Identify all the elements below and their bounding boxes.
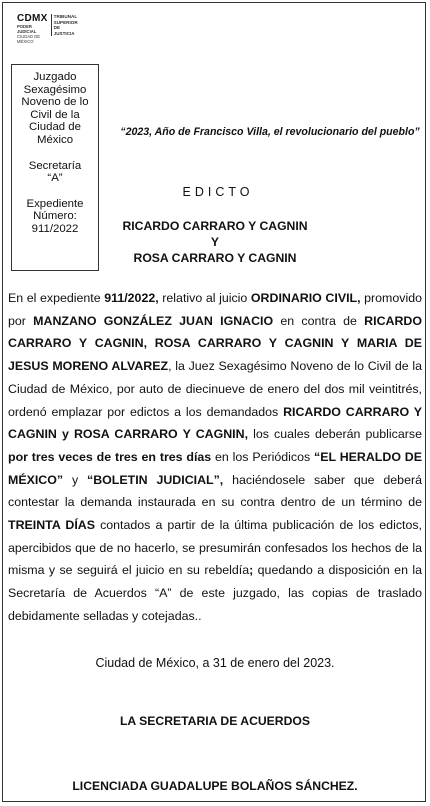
secretaria-line: Secretaría [28,159,82,172]
secretaria-line: “A” [47,172,63,185]
addressee-block [102,218,328,266]
addressee-line-2: Y [210,235,220,249]
expediente-line: 911/2022 [31,222,79,235]
court-line: Sexagésimo [23,83,87,96]
court-line: México [36,133,74,146]
signature-name: LICENCIADA GUADALUPE BOLAÑOS SÁNCHEZ. [72,779,358,793]
newspaper-2: “BOLETIN JUDICIAL”, [87,472,224,487]
logo-tribunal-3: JUSTICIA [53,30,75,36]
year-motto: “2023, Año de Francisco Villa, el revolucionario del pueblo” [120,126,420,138]
cdmx-logo [14,13,78,50]
logo-sub1: PODER JUDICIAL [17,24,37,34]
court-line: Noveno de lo [21,96,89,109]
court-line: Civil de la [30,108,80,121]
publication-frequency: por tres veces de tres en tres días [8,449,212,464]
term-period: TREINTA DÍAS [8,518,95,533]
logo-tribunal [51,14,78,36]
edict-body [8,287,422,628]
court-line: Ciudad de [29,121,81,134]
body-text: en los Periódicos [211,449,315,464]
expediente-line: Expediente [26,197,84,210]
body-text: los cuales deberán publicarse [248,427,422,442]
newspaper-1: “EL HERALDO DE MÉXICO” [8,449,423,487]
body-text: En el expediente [8,291,105,305]
date-line: Ciudad de México, a 31 de enero del 2023. [95,656,335,670]
juicio-type: ORDINARIO CIVIL, [250,291,361,305]
court-info-box [11,64,99,271]
actor-name: MANZANO GONZÁLEZ JUAN IGNACIO [33,313,274,328]
logo-tribunal-1: TRIBUNAL [53,14,78,19]
signature-title: LA SECRETARIA DE ACUERDOS [119,714,311,728]
logo-sub2: CIUDAD DE MÉXICO [17,34,41,44]
body-text: promovido por [8,291,423,328]
body-text: y [63,472,88,487]
body-text: quedando a disposición en la Secretaría de Acuerdos “A” de este juzgado, las copias de traslado debidamente selladas y cotejadas.. [8,563,423,623]
expediente-number: 911/2022, [104,291,159,305]
body-text: en contra de [273,313,365,328]
logo-brand: CDMX [17,13,48,24]
body-text: , la Juez Sexagésimo Noveno de lo Civil de la Ciudad de México, por auto de diecinueve de enero del dos mil veintitrés, ordenó emplazar por edictos a los demandados [8,359,422,419]
addressee-line-1: RICARDO CARRARO Y CAGNIN [122,219,308,233]
edicto-title: EDICTO [182,185,254,199]
body-semicolon: ; [249,563,254,578]
body-text: haciéndosele saber que deberá contestar la demanda instaurada en su contra dentro de un término de [8,472,422,510]
defendants-names: RICARDO CARRARO Y CAGNIN, ROSA CARRARO Y CAGNIN Y MARIA DE JESUS MORENO ALVAREZ [8,313,422,374]
body-text: relativo al juicio [158,291,251,305]
logo-tribunal-2: SUPERIOR DE [53,19,78,31]
expediente-line: Número: [33,210,77,223]
defendants-summoned: RICARDO CARRARO Y CAGNIN y ROSA CARRARO Y CAGNIN, [8,404,422,442]
addressee-line-3: ROSA CARRARO Y CAGNIN [133,251,297,265]
court-line: Juzgado [33,71,77,83]
body-text: contados a partir de la última publicación de los edictos, apercibidos que de no hacerlo, se presumirán confesados los hechos de la misma y se seguirá el juicio en su rebeldía [8,518,422,578]
